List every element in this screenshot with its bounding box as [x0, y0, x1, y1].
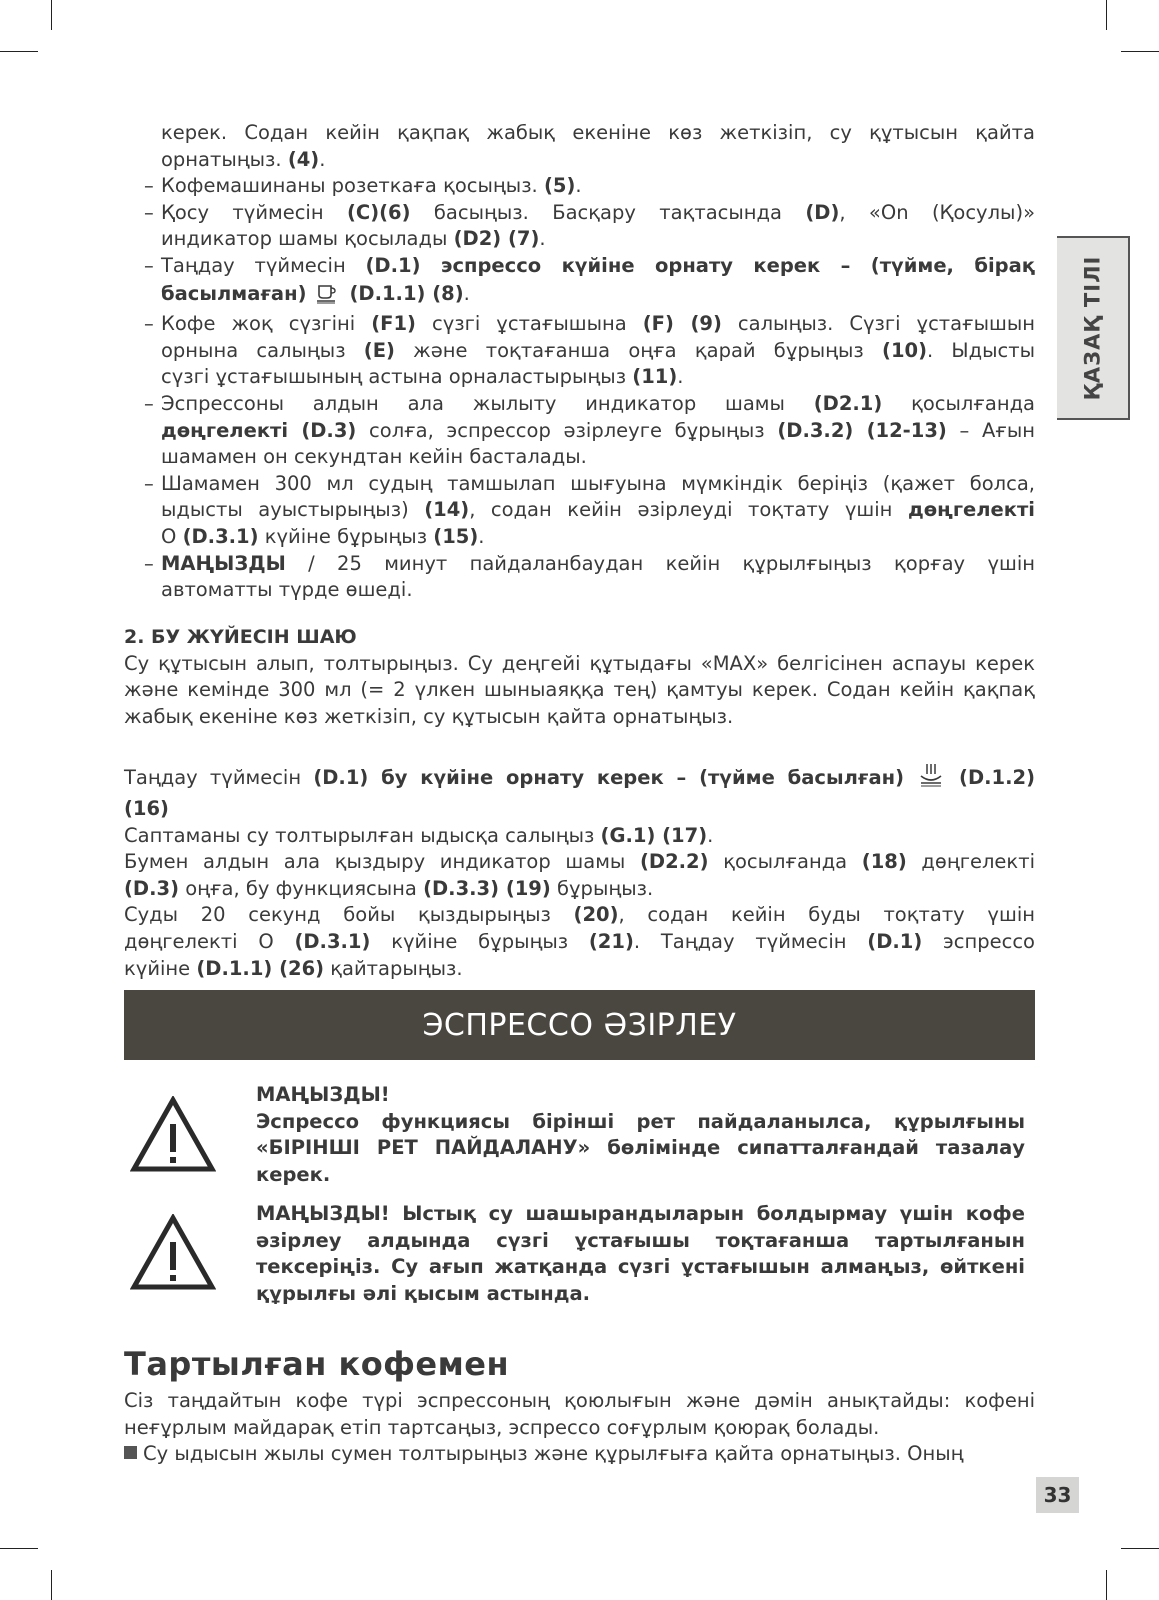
warning-icon: [130, 1214, 216, 1296]
dash-bullet: –: [144, 174, 154, 198]
paragraph-line: Бумен алдын ала қыздыру индикатор шамы (D2.2) қосылғанда (18) дөңгелекті: [124, 850, 1035, 874]
dash-bullet: –: [144, 253, 154, 277]
paragraph-line: күйіне (D.1.1) (26) қайтарыңыз.: [124, 956, 463, 980]
instructions-list: [124, 120, 1035, 604]
list-item: – Эспрессоны алдын ала жылыту индикатор шамы (D2.1) қосылғанда дөңгелекті (D.3) солға, эспрессор әзірлеуге бұрыңыз (D.3.2) (12-13) – Ағын шамамен он секундтан кейін басталады.: [144, 391, 1036, 469]
section-heading: 2. БУ ЖҮЙЕСІН ШАЮ: [124, 626, 357, 648]
crop-mark: [1106, 0, 1107, 30]
crop-mark: [51, 0, 52, 30]
espresso-cup-icon: [315, 280, 341, 312]
dash-bullet: –: [144, 200, 154, 224]
bullet-item: Су ыдысын жылы сумен толтырыңыз және құрылғыға қайта орнатыңыз. Оның: [124, 1441, 1035, 1468]
list-item: – Кофе жоқ сүзгіні (F1) сүзгі ұстағышына (F) (9) салыңыз. Сүзгі ұстағышын орнына салыңыз (E) және тоқтағанша оңға қарай бұрыңыз (10). Ыдысты сүзгі ұстағышының астына орналастырыңыз (11).: [144, 312, 1035, 389]
crop-mark: [0, 1548, 38, 1549]
section-banner: [124, 990, 1035, 1060]
paragraph-line: орнатыңыз. (4).: [161, 147, 326, 171]
paragraph-line: (D.3) оңға, бу функциясына (D.3.3) (19) бұрыңыз.: [124, 876, 654, 900]
paragraph: Сіз таңдайтын кофе түрі эспрессоның қоюлығын және дәмін анықтайды: кофені неғұрлым майдарақ етіп тартсаңыз, эспрессо соғұрлым қоюрақ болады.: [124, 1389, 1035, 1439]
warning-body: МАҢЫЗДЫ! Ыстық су шашырандыларын болдырмау үшін кофе әзірлеу алдында сүзгі ұстағышы тоқтағанша тартылғанын тексеріңіз. Су ағып жатқанда сүзгі ұстағышын алмаңыз, өйткені құрылғы әлі қысым астында.: [256, 1202, 1025, 1305]
language-tab: [1057, 236, 1130, 420]
warning-title: МАҢЫЗДЫ!: [256, 1083, 390, 1106]
list-item: – Шамамен 300 мл судың тамшылап шығуына мүмкіндік беріңіз (қажет болса, ыдысты ауыстырыңыз) (14), содан кейін әзірлеуді тоқтату үшін дөңгелекті O (D.3.1) күйіне бұрыңыз (15).: [144, 471, 1035, 548]
paragraph: Су құтысын алып, толтырыңыз. Су деңгейі құтыдағы «MAX» белгісінен аспауы керек және кемінде 300 мл (= 2 үлкен шыныаяққа тең) қамтуы керек. Содан кейін қақпақ жабық екеніне көз жеткізіп, су құтысын қайта орнатыңыз.: [124, 651, 1035, 728]
list-item: – Таңдау түймесін (D.1) эспрессо күйіне орнату керек – (түйме, бірақ басылмаған) (D.1.1) (8).: [124, 253, 1035, 311]
crop-mark: [1106, 1570, 1107, 1600]
warning-icon: [130, 1096, 216, 1178]
dash-bullet: –: [144, 551, 154, 575]
list-item: – Кофемашинаны розеткаға қосыңыз. (5).: [124, 173, 1035, 200]
steam-icon: [918, 762, 944, 796]
dash-bullet: –: [144, 471, 154, 495]
banner-title: ЭСПРЕССО ӘЗІРЛЕУ: [422, 1007, 737, 1043]
section-ground-coffee: [124, 1388, 1035, 1468]
paragraph-line: Саптаманы су толтырылған ыдысқа салыңыз (G.1) (17).: [124, 823, 714, 847]
section-rinse: [124, 624, 1035, 982]
paragraph-line: керек. Содан кейін қақпақ жабық екеніне көз жеткізіп, су құтысын қайта: [161, 121, 1035, 144]
language-tab-label: ҚАЗАҚ ТІЛІ: [1080, 255, 1105, 401]
list-item: – МАҢЫЗДЫ / 25 минут пайдаланбаудан кейін құрылғыңыз қорғау үшін автоматты түрде өшеді.: [144, 551, 1035, 602]
paragraph-line: (16): [124, 796, 169, 820]
warning-block: [256, 1082, 1025, 1188]
crop-mark: [51, 1570, 52, 1600]
warning-body: Эспрессо функциясы бірінші рет пайдаланылса, құрылғыны «БІРІНШІ РЕТ ПАЙДАЛАНУ» бөлімінде сипатталғандай тазалау керек.: [256, 1109, 1025, 1186]
crop-mark: [1121, 51, 1159, 52]
crop-mark: [1121, 1548, 1159, 1549]
section-heading: Тартылған кофемен: [124, 1345, 510, 1383]
paragraph-line: дөңгелекті O (D.3.1) күйіне бұрыңыз (21). Таңдау түймесін (D.1) эспрессо: [124, 929, 1035, 953]
paragraph-line: Таңдау түймесін (D.1) бу күйіне орнату керек – (түйме басылған) (D.1.2): [124, 762, 1035, 796]
dash-bullet: –: [144, 312, 154, 336]
paragraph-line: Суды 20 секунд бойы қыздырыңыз (20), содан кейін буды тоқтату үшін: [124, 903, 1035, 927]
dash-bullet: –: [144, 391, 154, 415]
page-number: 33: [1036, 1477, 1079, 1513]
list-item: – Қосу түймесін (C)(6) басыңыз. Басқару тақтасында (D), «On (Қосулы)» индикатор шамы қосылады (D2) (7).: [144, 200, 1035, 251]
crop-mark: [0, 51, 38, 52]
warning-block: [256, 1201, 1025, 1307]
square-bullet-icon: [124, 1446, 137, 1459]
